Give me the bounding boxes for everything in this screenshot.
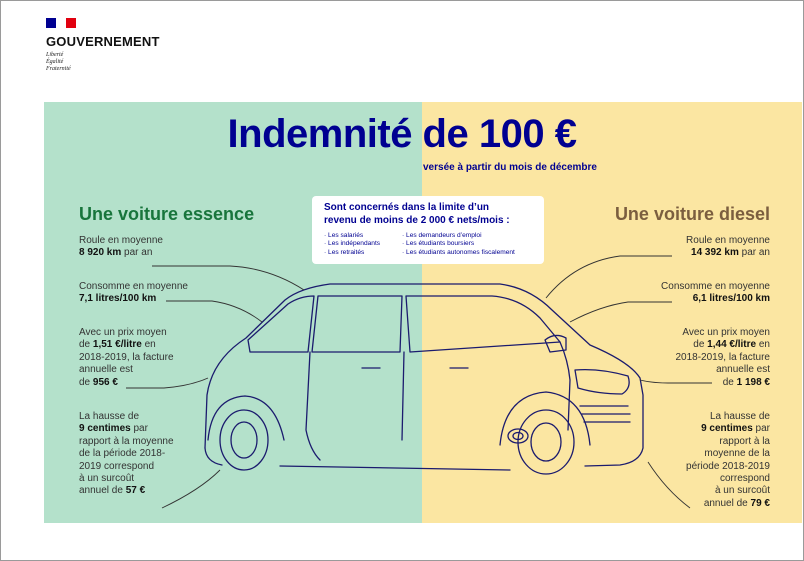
essence-bill: Avec un prix moyen de 1,51 €/litre en 2018-2019, la facture annuelle est de 956 € xyxy=(79,327,174,388)
diesel-distance: Roule en moyenne 14 392 km par an xyxy=(686,235,770,259)
subtitle: versée à partir du mois de décembre xyxy=(423,162,597,173)
essence-distance: Roule en moyenne 8 920 km par an xyxy=(79,235,163,259)
diesel-bill: Avec un prix moyen de 1,44 €/litre en 2018-2019, la facture annuelle est de 1 198 € xyxy=(675,327,770,388)
main-title: Indemnité de 100 € xyxy=(227,112,577,156)
diesel-surcharge: La hausse de 9 centimes par rapport à la moyenne de la période 2018-2019 correspond à un surcoût annuel de 79 € xyxy=(686,411,770,509)
eligibility-list-right: · Les demandeurs d’emploi · Les étudiants boursiers · Les étudiants autonomes fiscalement xyxy=(402,232,515,256)
essence-consumption: Consomme en moyenne 7,1 litres/100 km xyxy=(79,281,188,305)
eligibility-box xyxy=(312,196,544,264)
gov-name: GOUVERNEMENT xyxy=(46,34,160,49)
eligibility-heading: Sont concernés dans la limite d’un revenu de moins de 2 000 € nets/mois : xyxy=(324,202,510,226)
eligibility-list-left: · Les salariés · Les indépendants · Les retraités xyxy=(324,232,381,256)
essence-heading: Une voiture essence xyxy=(79,204,255,224)
motto: Liberté Égalité Fraternité xyxy=(46,52,71,72)
diesel-consumption: Consomme en moyenne 6,1 litres/100 km xyxy=(661,281,770,305)
essence-surcharge: La hausse de 9 centimes par rapport à la moyenne de la période 2018- 2019 correspond à un surcoût annuel de 57 € xyxy=(79,411,174,497)
diesel-heading: Une voiture diesel xyxy=(614,204,770,224)
